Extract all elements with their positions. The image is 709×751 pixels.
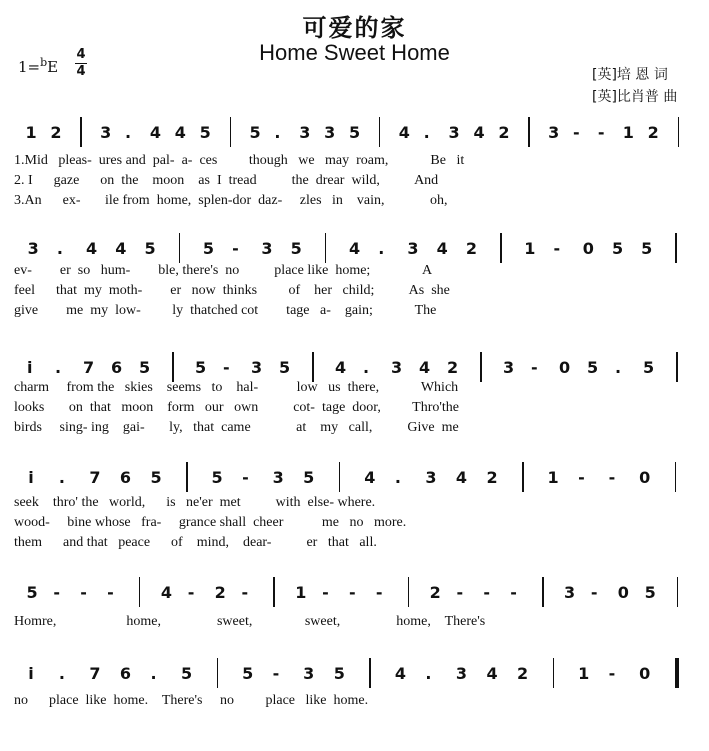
note: 6 xyxy=(119,468,132,487)
barline xyxy=(172,352,174,382)
note: 0 xyxy=(639,664,651,683)
barline xyxy=(553,658,555,688)
note: 5 xyxy=(139,358,151,377)
barline xyxy=(139,577,141,607)
barline xyxy=(230,117,232,147)
lyricist-credit: [英]培 恩 词 xyxy=(592,67,668,83)
lyric-line: looks on that moon form our own cot- tage door, Thro'the xyxy=(14,400,459,415)
dot-mark: . xyxy=(58,664,65,683)
note: 6 xyxy=(119,664,132,683)
dash-mark: - xyxy=(597,123,605,142)
note: i xyxy=(27,358,33,377)
dash-mark: - xyxy=(107,583,114,602)
note: 2 xyxy=(498,123,510,142)
note: 3 xyxy=(27,239,39,258)
note: 3 xyxy=(299,123,311,142)
note: 5 xyxy=(26,583,38,602)
dash-mark: - xyxy=(608,664,616,683)
lyric-line: them and that peace of mind, dear- er that all. xyxy=(14,535,377,550)
note: 4 xyxy=(394,664,406,683)
dash-mark: - xyxy=(553,239,561,258)
dash-mark: - xyxy=(53,583,60,602)
note: 3 xyxy=(251,358,263,377)
barline xyxy=(678,117,680,147)
dash-mark: - xyxy=(187,583,195,602)
dash-mark: - xyxy=(80,583,87,602)
dot-mark: . xyxy=(274,123,281,142)
dash-mark: - xyxy=(241,583,249,602)
note: 7 xyxy=(89,468,101,487)
note: 4 xyxy=(436,239,448,258)
dot-mark: . xyxy=(56,239,63,258)
barline xyxy=(500,233,502,263)
flat-sign: b xyxy=(40,56,48,69)
barline xyxy=(80,117,82,147)
note: 1 xyxy=(295,583,307,602)
note: 5 xyxy=(611,239,624,258)
note: 3 xyxy=(503,358,515,377)
lyric-line: feel that my moth- er now thinks of her child; As she xyxy=(14,283,450,298)
dot-mark: . xyxy=(423,123,430,142)
note: 0 xyxy=(582,239,594,258)
note: 5 xyxy=(181,664,193,683)
dash-mark: - xyxy=(510,583,517,602)
dot-mark: . xyxy=(615,358,622,377)
note: 4 xyxy=(349,239,361,258)
barline xyxy=(273,577,275,607)
note: 2 xyxy=(517,664,529,683)
barline xyxy=(217,658,219,688)
note: 5 xyxy=(349,123,361,142)
note: 5 xyxy=(644,583,656,602)
lyric-line: Homre, home, sweet, sweet, home, There's xyxy=(14,614,486,629)
dash-mark: - xyxy=(531,358,538,377)
note: i xyxy=(28,664,34,683)
dash-mark: - xyxy=(578,468,585,487)
barline xyxy=(379,117,381,147)
dot-mark: . xyxy=(378,239,385,258)
note: 7 xyxy=(89,664,101,683)
note: 0 xyxy=(559,358,571,377)
lyric-line: 1.Mid pleas- ures and pal- a- ces though we may roam, Be it xyxy=(14,153,465,168)
dot-mark: . xyxy=(363,358,370,377)
barline xyxy=(312,352,314,382)
dash-mark: - xyxy=(223,358,230,377)
barline xyxy=(675,233,677,263)
note: 3 xyxy=(303,664,315,683)
note: 5 xyxy=(641,239,653,258)
lyric-line: 2. I gaze on the moon as I tread the drear wild, And xyxy=(14,173,439,188)
barline xyxy=(325,233,327,263)
barline xyxy=(408,577,410,607)
note: 1 xyxy=(547,468,559,487)
note: 2 xyxy=(214,583,226,602)
note: 3 xyxy=(407,239,419,258)
note: 4 xyxy=(419,358,431,377)
note: 2 xyxy=(50,123,62,142)
note: 1 xyxy=(578,664,590,683)
time-bottom: 4 xyxy=(76,64,86,79)
barline xyxy=(675,462,677,492)
note: 2 xyxy=(465,239,477,258)
note: 5 xyxy=(202,239,215,258)
lyric-line: birds sing- ing gai- ly, that came at my call, Give me xyxy=(14,420,459,435)
key-letter: E xyxy=(47,58,59,76)
dash-mark: - xyxy=(456,583,464,602)
barline xyxy=(186,462,188,492)
note: 5 xyxy=(249,123,261,142)
note: 3 xyxy=(261,239,273,258)
barline xyxy=(528,117,530,147)
note: 4 xyxy=(160,583,172,602)
note: 3 xyxy=(391,358,403,377)
note: i xyxy=(28,468,34,487)
lyric-line: wood- bine whose fra- grance shall cheer me no more. xyxy=(14,515,407,530)
note: 4 xyxy=(455,468,468,487)
note: 4 xyxy=(335,358,347,377)
note: 5 xyxy=(333,664,345,683)
note: 1 xyxy=(524,239,536,258)
dash-mark: - xyxy=(483,583,491,602)
note: 1 xyxy=(25,123,37,142)
lyric-line: give me my low- ly thatched cot tage a- gain; The xyxy=(14,303,437,318)
note: 2 xyxy=(647,123,659,142)
note: 3 xyxy=(100,123,112,142)
note: 5 xyxy=(303,468,315,487)
dash-mark: - xyxy=(608,468,616,487)
lyric-line: 3.An ex- ile from home, splen-dor daz- zles in vain, oh, xyxy=(14,193,448,208)
note: 4 xyxy=(174,123,186,142)
note: 5 xyxy=(150,468,162,487)
note: 3 xyxy=(425,468,437,487)
note: 4 xyxy=(86,239,98,258)
note: 2 xyxy=(486,468,498,487)
dash-mark: - xyxy=(590,583,598,602)
dash-mark: - xyxy=(232,239,239,258)
note: 1 xyxy=(622,123,634,142)
note: 4 xyxy=(473,123,485,142)
time-signature xyxy=(75,48,87,79)
note: 3 xyxy=(324,123,336,142)
dot-mark: . xyxy=(58,468,65,487)
note: 5 xyxy=(643,358,655,377)
lyric-line: no place like home. There's no place like home. xyxy=(14,693,369,708)
note: 0 xyxy=(617,583,629,602)
note: 3 xyxy=(272,468,284,487)
barline xyxy=(369,658,371,688)
barline xyxy=(339,462,341,492)
dot-mark: . xyxy=(125,123,132,142)
barline xyxy=(676,352,678,382)
page-title-chinese: 可爱的家 xyxy=(302,14,407,42)
dash-mark: - xyxy=(573,123,580,142)
barline xyxy=(542,577,544,607)
note: 5 xyxy=(279,358,291,377)
note: 5 xyxy=(242,664,254,683)
note: 4 xyxy=(398,123,410,142)
note: 5 xyxy=(290,239,302,258)
dot-mark: . xyxy=(55,358,62,377)
lyric-line: seek thro' the world, is ne'er met with else- where. xyxy=(14,495,376,510)
note: 7 xyxy=(83,358,95,377)
note: 5 xyxy=(587,358,599,377)
dash-mark: - xyxy=(375,583,383,602)
note: 4 xyxy=(486,664,498,683)
barline xyxy=(179,233,181,263)
dot-mark: . xyxy=(425,664,432,683)
composer-credit: [英]比肖普 曲 xyxy=(592,89,678,105)
dash-mark: - xyxy=(272,664,280,683)
note: 4 xyxy=(149,123,162,142)
page-title-english: Home Sweet Home xyxy=(259,40,450,65)
note: 0 xyxy=(639,468,651,487)
lyric-line: ev- er so hum- ble, there's no place like home; A xyxy=(14,263,433,278)
barline xyxy=(677,577,679,607)
note: 3 xyxy=(564,583,576,602)
key-signature xyxy=(18,56,58,76)
final-barline xyxy=(675,658,679,688)
note: 4 xyxy=(115,239,127,258)
lyric-line: charm from the skies seems to hal- low us there, Which xyxy=(14,380,459,395)
note: 5 xyxy=(144,239,156,258)
dot-mark: . xyxy=(150,664,157,683)
note: 2 xyxy=(429,583,441,602)
key-prefix: 1= xyxy=(18,58,41,76)
time-top: 4 xyxy=(76,47,86,62)
note: 3 xyxy=(448,123,460,142)
note: 5 xyxy=(211,468,223,487)
note: 6 xyxy=(111,358,123,377)
dash-mark: - xyxy=(349,583,356,602)
note: 5 xyxy=(199,123,211,142)
barline xyxy=(522,462,524,492)
note: 5 xyxy=(195,358,207,377)
note: 3 xyxy=(455,664,468,683)
dash-mark: - xyxy=(242,468,249,487)
note: 4 xyxy=(364,468,376,487)
barline xyxy=(480,352,482,382)
dash-mark: - xyxy=(322,583,329,602)
dot-mark: . xyxy=(394,468,401,487)
note: 2 xyxy=(447,358,459,377)
note: 3 xyxy=(548,123,560,142)
